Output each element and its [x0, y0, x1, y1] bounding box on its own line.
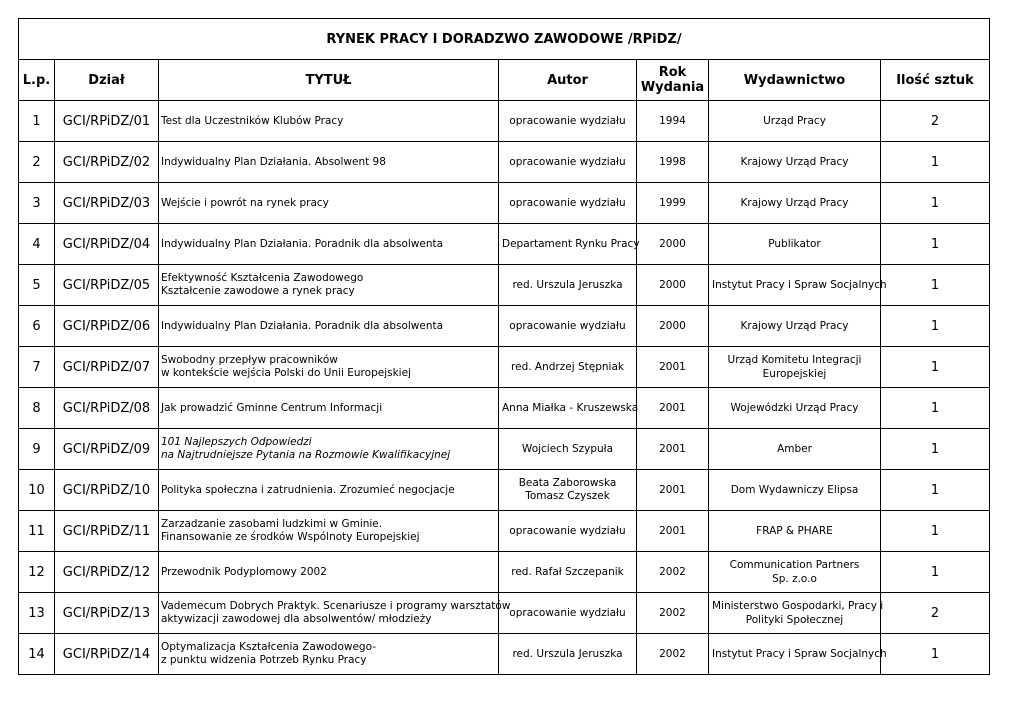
cell-rok: 2001 — [637, 388, 709, 429]
cell-tytul — [159, 347, 499, 388]
cell-rok: 2000 — [637, 224, 709, 265]
cell-lp: 7 — [19, 347, 55, 388]
cell-lp: 13 — [19, 593, 55, 634]
cell-rok: 2001 — [637, 511, 709, 552]
cell-ilosc: 1 — [881, 142, 990, 183]
cell-dzial: GCI/RPiDZ/13 — [55, 593, 159, 634]
cell-dzial: GCI/RPiDZ/14 — [55, 634, 159, 675]
cell-lp: 1 — [19, 101, 55, 142]
header-autor: Autor — [499, 60, 637, 101]
cell-dzial: GCI/RPiDZ/09 — [55, 429, 159, 470]
wyd-line-1: Instytut Pracy i Spraw Socjalnych — [712, 279, 887, 291]
cell-autor — [499, 183, 637, 224]
cell-lp: 8 — [19, 388, 55, 429]
tytul-line-1: Optymalizacja Kształcenia Zawodowego- — [161, 641, 376, 653]
cell-tytul — [159, 552, 499, 593]
tytul-line-1: Indywidualny Plan Działania. Absolwent 98 — [161, 155, 386, 168]
wyd-line-1: Krajowy Urząd Pracy — [740, 320, 849, 332]
cell-dzial: GCI/RPiDZ/05 — [55, 265, 159, 306]
cell-autor — [499, 347, 637, 388]
tytul-line-1: Test dla Uczestników Klubów Pracy — [161, 114, 344, 127]
title-row — [19, 19, 990, 60]
cell-ilosc: 1 — [881, 552, 990, 593]
cell-autor — [499, 388, 637, 429]
wyd-line-1: Krajowy Urząd Pracy — [740, 156, 849, 168]
cell-lp: 3 — [19, 183, 55, 224]
cell-ilosc: 2 — [881, 101, 990, 142]
cell-tytul — [159, 306, 499, 347]
cell-rok: 1999 — [637, 183, 709, 224]
cell-ilosc: 2 — [881, 593, 990, 634]
table-row — [19, 224, 990, 265]
cell-rok: 1994 — [637, 101, 709, 142]
tytul-line-2: aktywizacji zawodowej dla absolwentów/ młodzieży — [161, 613, 432, 625]
header-row — [19, 60, 990, 101]
cell-autor — [499, 306, 637, 347]
cell-ilosc: 1 — [881, 470, 990, 511]
cell-dzial: GCI/RPiDZ/11 — [55, 511, 159, 552]
cell-tytul — [159, 183, 499, 224]
cell-dzial: GCI/RPiDZ/07 — [55, 347, 159, 388]
cell-ilosc: 1 — [881, 429, 990, 470]
header-rok-line2: Wydania — [640, 80, 705, 95]
cell-lp: 6 — [19, 306, 55, 347]
cell-wydawnictwo — [709, 101, 881, 142]
header-ilosc: Ilość sztuk — [881, 60, 990, 101]
tytul-line-1: Wejście i powrót na rynek pracy — [161, 196, 329, 209]
wyd-line-1: Ministerstwo Gospodarki, Pracy i — [712, 600, 884, 612]
tytul-line-1: Efektywność Kształcenia Zawodowego — [161, 272, 364, 284]
wyd-line-2: Sp. z.o.o — [772, 573, 817, 585]
header-tytul: TYTUŁ — [159, 60, 499, 101]
cell-rok: 2000 — [637, 265, 709, 306]
cell-lp: 4 — [19, 224, 55, 265]
cell-rok: 2000 — [637, 306, 709, 347]
cell-autor — [499, 429, 637, 470]
tytul-line-1: Indywidualny Plan Działania. Poradnik dla absolwenta — [161, 237, 444, 250]
cell-wydawnictwo — [709, 552, 881, 593]
table-row — [19, 306, 990, 347]
cell-lp: 14 — [19, 634, 55, 675]
table-row — [19, 265, 990, 306]
cell-autor — [499, 265, 637, 306]
table-row — [19, 101, 990, 142]
cell-dzial: GCI/RPiDZ/12 — [55, 552, 159, 593]
tytul-line-1: 101 Najlepszych Odpowiedzi — [161, 436, 312, 448]
cell-autor — [499, 634, 637, 675]
autor-line-1: opracowanie wydziału — [509, 114, 626, 127]
cell-ilosc: 1 — [881, 388, 990, 429]
autor-line-1: Anna Miałka - Kruszewska — [502, 401, 639, 414]
tytul-line-2: Kształcenie zawodowe a rynek pracy — [161, 285, 355, 297]
autor-line-1: Wojciech Szypuła — [521, 442, 614, 455]
cell-wydawnictwo — [709, 224, 881, 265]
cell-tytul — [159, 470, 499, 511]
wyd-line-2: Polityki Społecznej — [745, 614, 844, 626]
wyd-line-1: Wojewódzki Urząd Pracy — [730, 402, 859, 414]
wyd-line-1: Krajowy Urząd Pracy — [740, 197, 849, 209]
autor-line-1: opracowanie wydziału — [509, 155, 626, 168]
autor-line-1: opracowanie wydziału — [509, 319, 626, 332]
autor-line-1: red. Urszula Jeruszka — [512, 647, 623, 660]
tytul-line-1: Przewodnik Podyplomowy 2002 — [161, 565, 327, 578]
autor-line-1: opracowanie wydziału — [509, 524, 626, 537]
cell-ilosc: 1 — [881, 347, 990, 388]
cell-dzial: GCI/RPiDZ/03 — [55, 183, 159, 224]
cell-ilosc: 1 — [881, 306, 990, 347]
cell-wydawnictwo — [709, 511, 881, 552]
cell-autor — [499, 470, 637, 511]
cell-dzial: GCI/RPiDZ/08 — [55, 388, 159, 429]
cell-rok: 2002 — [637, 634, 709, 675]
table-row — [19, 552, 990, 593]
table-row — [19, 183, 990, 224]
cell-tytul — [159, 634, 499, 675]
cell-tytul — [159, 593, 511, 634]
cell-tytul — [159, 429, 499, 470]
cell-ilosc: 1 — [881, 224, 990, 265]
tytul-line-2: Finansowanie ze środków Wspólnoty Europejskiej — [161, 531, 420, 543]
cell-lp: 10 — [19, 470, 55, 511]
wyd-line-1: Publikator — [768, 238, 821, 250]
cell-dzial: GCI/RPiDZ/10 — [55, 470, 159, 511]
cell-wydawnictwo — [709, 265, 887, 306]
tytul-line-2: na Najtrudniejsze Pytania na Rozmowie Kwalifikacyjnej — [161, 449, 451, 461]
cell-ilosc: 1 — [881, 265, 990, 306]
header-rok — [637, 60, 709, 101]
cell-lp: 5 — [19, 265, 55, 306]
cell-wydawnictwo — [709, 470, 881, 511]
cell-autor — [499, 101, 637, 142]
wyd-line-1: Communication Partners — [729, 559, 860, 571]
cell-lp: 2 — [19, 142, 55, 183]
cell-tytul — [159, 388, 499, 429]
header-wydawnictwo: Wydawnictwo — [709, 60, 881, 101]
table-row — [19, 634, 990, 675]
wyd-line-1: Amber — [777, 443, 812, 455]
cell-lp: 9 — [19, 429, 55, 470]
table-row — [19, 511, 990, 552]
cell-rok: 1998 — [637, 142, 709, 183]
cell-wydawnictwo — [709, 183, 881, 224]
tytul-line-1: Vademecum Dobrych Praktyk. Scenariusze i programy warsztatów — [161, 600, 511, 612]
tytul-line-2: z punktu widzenia Potrzeb Rynku Pracy — [161, 654, 367, 666]
cell-autor — [499, 142, 637, 183]
cell-dzial: GCI/RPiDZ/01 — [55, 101, 159, 142]
cell-rok: 2001 — [637, 347, 709, 388]
cell-dzial: GCI/RPiDZ/06 — [55, 306, 159, 347]
autor-line-1: opracowanie wydziału — [509, 606, 626, 619]
cell-tytul — [159, 101, 499, 142]
table-row — [19, 142, 990, 183]
header-lp: L.p. — [19, 60, 55, 101]
cell-autor — [499, 224, 640, 265]
wyd-line-1: Dom Wydawniczy Elipsa — [730, 484, 859, 496]
autor-line-1: red. Urszula Jeruszka — [512, 278, 623, 291]
cell-rok: 2001 — [637, 470, 709, 511]
cell-tytul — [159, 265, 499, 306]
wyd-line-1: Urząd Pracy — [763, 115, 826, 127]
autor-line-1: Beata Zaborowska — [518, 477, 617, 489]
tytul-line-1: Indywidualny Plan Działania. Poradnik dla absolwenta — [161, 319, 444, 332]
cell-rok: 2001 — [637, 429, 709, 470]
cell-tytul — [159, 511, 499, 552]
cell-rok: 2002 — [637, 593, 709, 634]
cell-ilosc: 1 — [881, 634, 990, 675]
autor-line-1: red. Rafał Szczepanik — [511, 565, 624, 578]
cell-ilosc: 1 — [881, 183, 990, 224]
table-row — [19, 347, 990, 388]
cell-wydawnictwo — [709, 593, 884, 634]
cell-wydawnictwo — [709, 347, 881, 388]
cell-lp: 11 — [19, 511, 55, 552]
cell-lp: 12 — [19, 552, 55, 593]
cell-tytul — [159, 142, 499, 183]
tytul-line-1: Zarzadzanie zasobami ludzkimi w Gminie. — [161, 518, 383, 530]
cell-ilosc: 1 — [881, 511, 990, 552]
header-dzial: Dział — [55, 60, 159, 101]
cell-rok: 2002 — [637, 552, 709, 593]
cell-dzial: GCI/RPiDZ/04 — [55, 224, 159, 265]
table-row — [19, 470, 990, 511]
table-title: RYNEK PRACY I DORADZWO ZAWODOWE /RPiDZ/ — [19, 19, 990, 60]
tytul-line-2: w kontekście wejścia Polski do Unii Europejskiej — [161, 367, 411, 379]
tytul-line-1: Jak prowadzić Gminne Centrum Informacji — [161, 401, 383, 414]
header-rok-line1: Rok — [658, 65, 687, 80]
cell-autor — [499, 593, 637, 634]
cell-autor — [499, 552, 637, 593]
wyd-line-1: Instytut Pracy i Spraw Socjalnych — [712, 648, 887, 660]
cell-wydawnictwo — [709, 388, 881, 429]
wyd-line-1: Urząd Komitetu Integracji — [727, 354, 862, 366]
table-row — [19, 593, 990, 634]
cell-wydawnictwo — [709, 142, 881, 183]
cell-tytul — [159, 224, 499, 265]
tytul-line-1: Swobodny przepływ pracowników — [161, 354, 338, 366]
tytul-line-1: Polityka społeczna i zatrudnienia. Zrozumieć negocjacje — [161, 483, 455, 496]
catalog-table — [18, 18, 990, 675]
wyd-line-1: FRAP & PHARE — [756, 525, 833, 537]
cell-wydawnictwo — [709, 429, 881, 470]
autor-line-2: Tomasz Czyszek — [525, 490, 610, 502]
table-row — [19, 388, 990, 429]
cell-wydawnictwo — [709, 306, 881, 347]
table-row — [19, 429, 990, 470]
autor-line-1: Departament Rynku Pracy — [502, 237, 640, 250]
autor-line-1: red. Andrzej Stępniak — [511, 360, 624, 373]
wyd-line-2: Europejskiej — [762, 368, 827, 380]
cell-wydawnictwo — [709, 634, 887, 675]
cell-dzial: GCI/RPiDZ/02 — [55, 142, 159, 183]
cell-autor — [499, 511, 637, 552]
autor-line-1: opracowanie wydziału — [509, 196, 626, 209]
